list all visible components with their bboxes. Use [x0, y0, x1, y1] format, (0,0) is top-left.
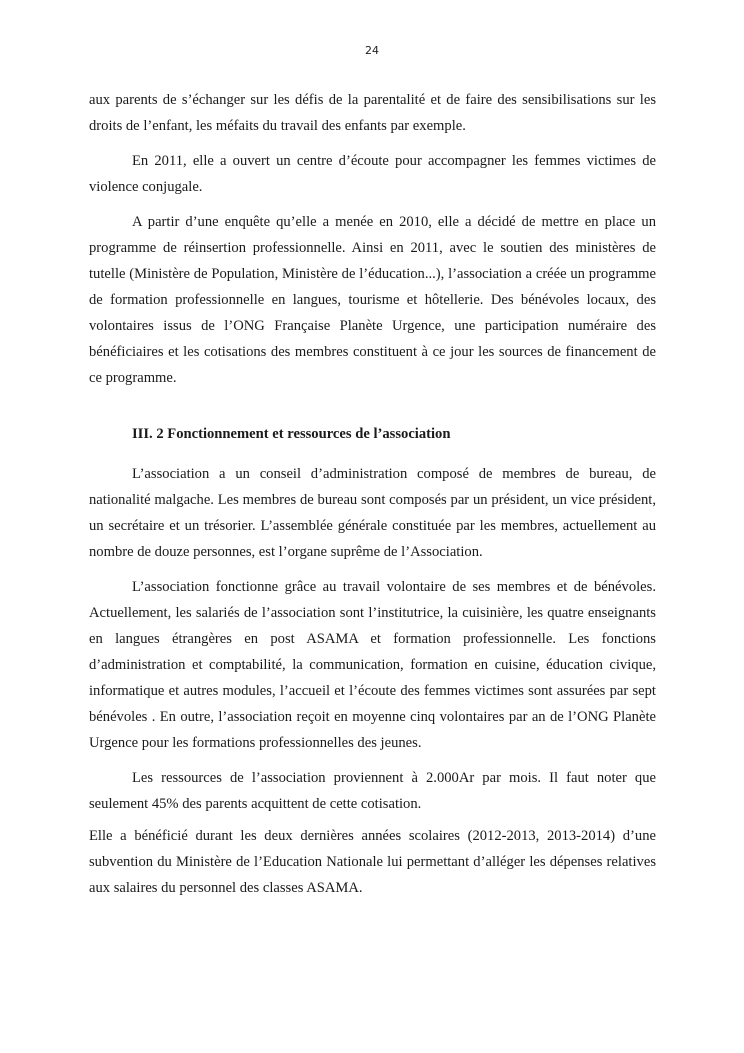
page-number: 24 — [365, 44, 379, 57]
paragraph-resources: Les ressources de l’association proviennent à 2.000Ar par mois. Il faut noter que seulement 45% des parents acquittent de cette cotisation. — [89, 770, 656, 812]
paragraph-reintegration-program: A partir d’une enquête qu’elle a menée en 2010, elle a décidé de mettre en place un programme de réinsertion professionnelle. Ainsi en 2011, avec le soutien des ministères de tutelle (Ministère de Population, Ministère de l’éducation...), l’association a créée un programme de formation professionnelle en langues, tourisme et hôtellerie. Des bénévoles locaux, des volontaires issus de l’ONG Française Planète Urgence, une participation numéraire des bénéficiaires et les cotisations des membres constituent à ce jour les sources de financement de ce programme. — [89, 214, 656, 386]
page-body — [89, 87, 656, 901]
paragraph-subsidy: Elle a bénéficié durant les deux dernières années scolaires (2012-2013, 2013-2014) d’une subvention du Ministère de l’Education Nationale lui permettant d’alléger les dépenses relatives aux salaires du personnel des classes ASAMA. — [89, 828, 656, 896]
paragraph-staff-volunteers: L’association fonctionne grâce au travail volontaire de ses membres et de bénévoles. Actuellement, les salariés de l’association sont l’institutrice, la cuisinière, les quatre enseignants en langues étrangères en post ASAMA et formation professionnelle. Les fonctions d’administration et comptabilité, la communication, formation en cuisine, éducation civique, informatique et autres modules, l’accueil et l’écoute des femmes victimes sont assurées par sept bénévoles . En outre, l’association reçoit en moyenne cinq volontaires par an de l’ONG Planète Urgence pour les formations professionnelles des jeunes. — [89, 579, 656, 751]
paragraph-parenting-awareness: aux parents de s’échanger sur les défis de la parentalité et de faire des sensibilisations sur les droits de l’enfant, les méfaits du travail des enfants par exemple. — [89, 92, 656, 134]
paragraph-governance: L’association a un conseil d’administration composé de membres de bureau, de nationalité malgache. Les membres de bureau sont composés par un président, un vice président, un secrétaire et un trésorier. L’assemblée générale constituée par les membres, actuellement au nombre de douze personnes, est l’organe suprême de l’Association. — [89, 466, 656, 560]
section-heading: III. 2 Fonctionnement et ressources de l’association — [132, 426, 451, 442]
paragraph-listening-center: En 2011, elle a ouvert un centre d’écoute pour accompagner les femmes victimes de violence conjugale. — [89, 153, 656, 195]
